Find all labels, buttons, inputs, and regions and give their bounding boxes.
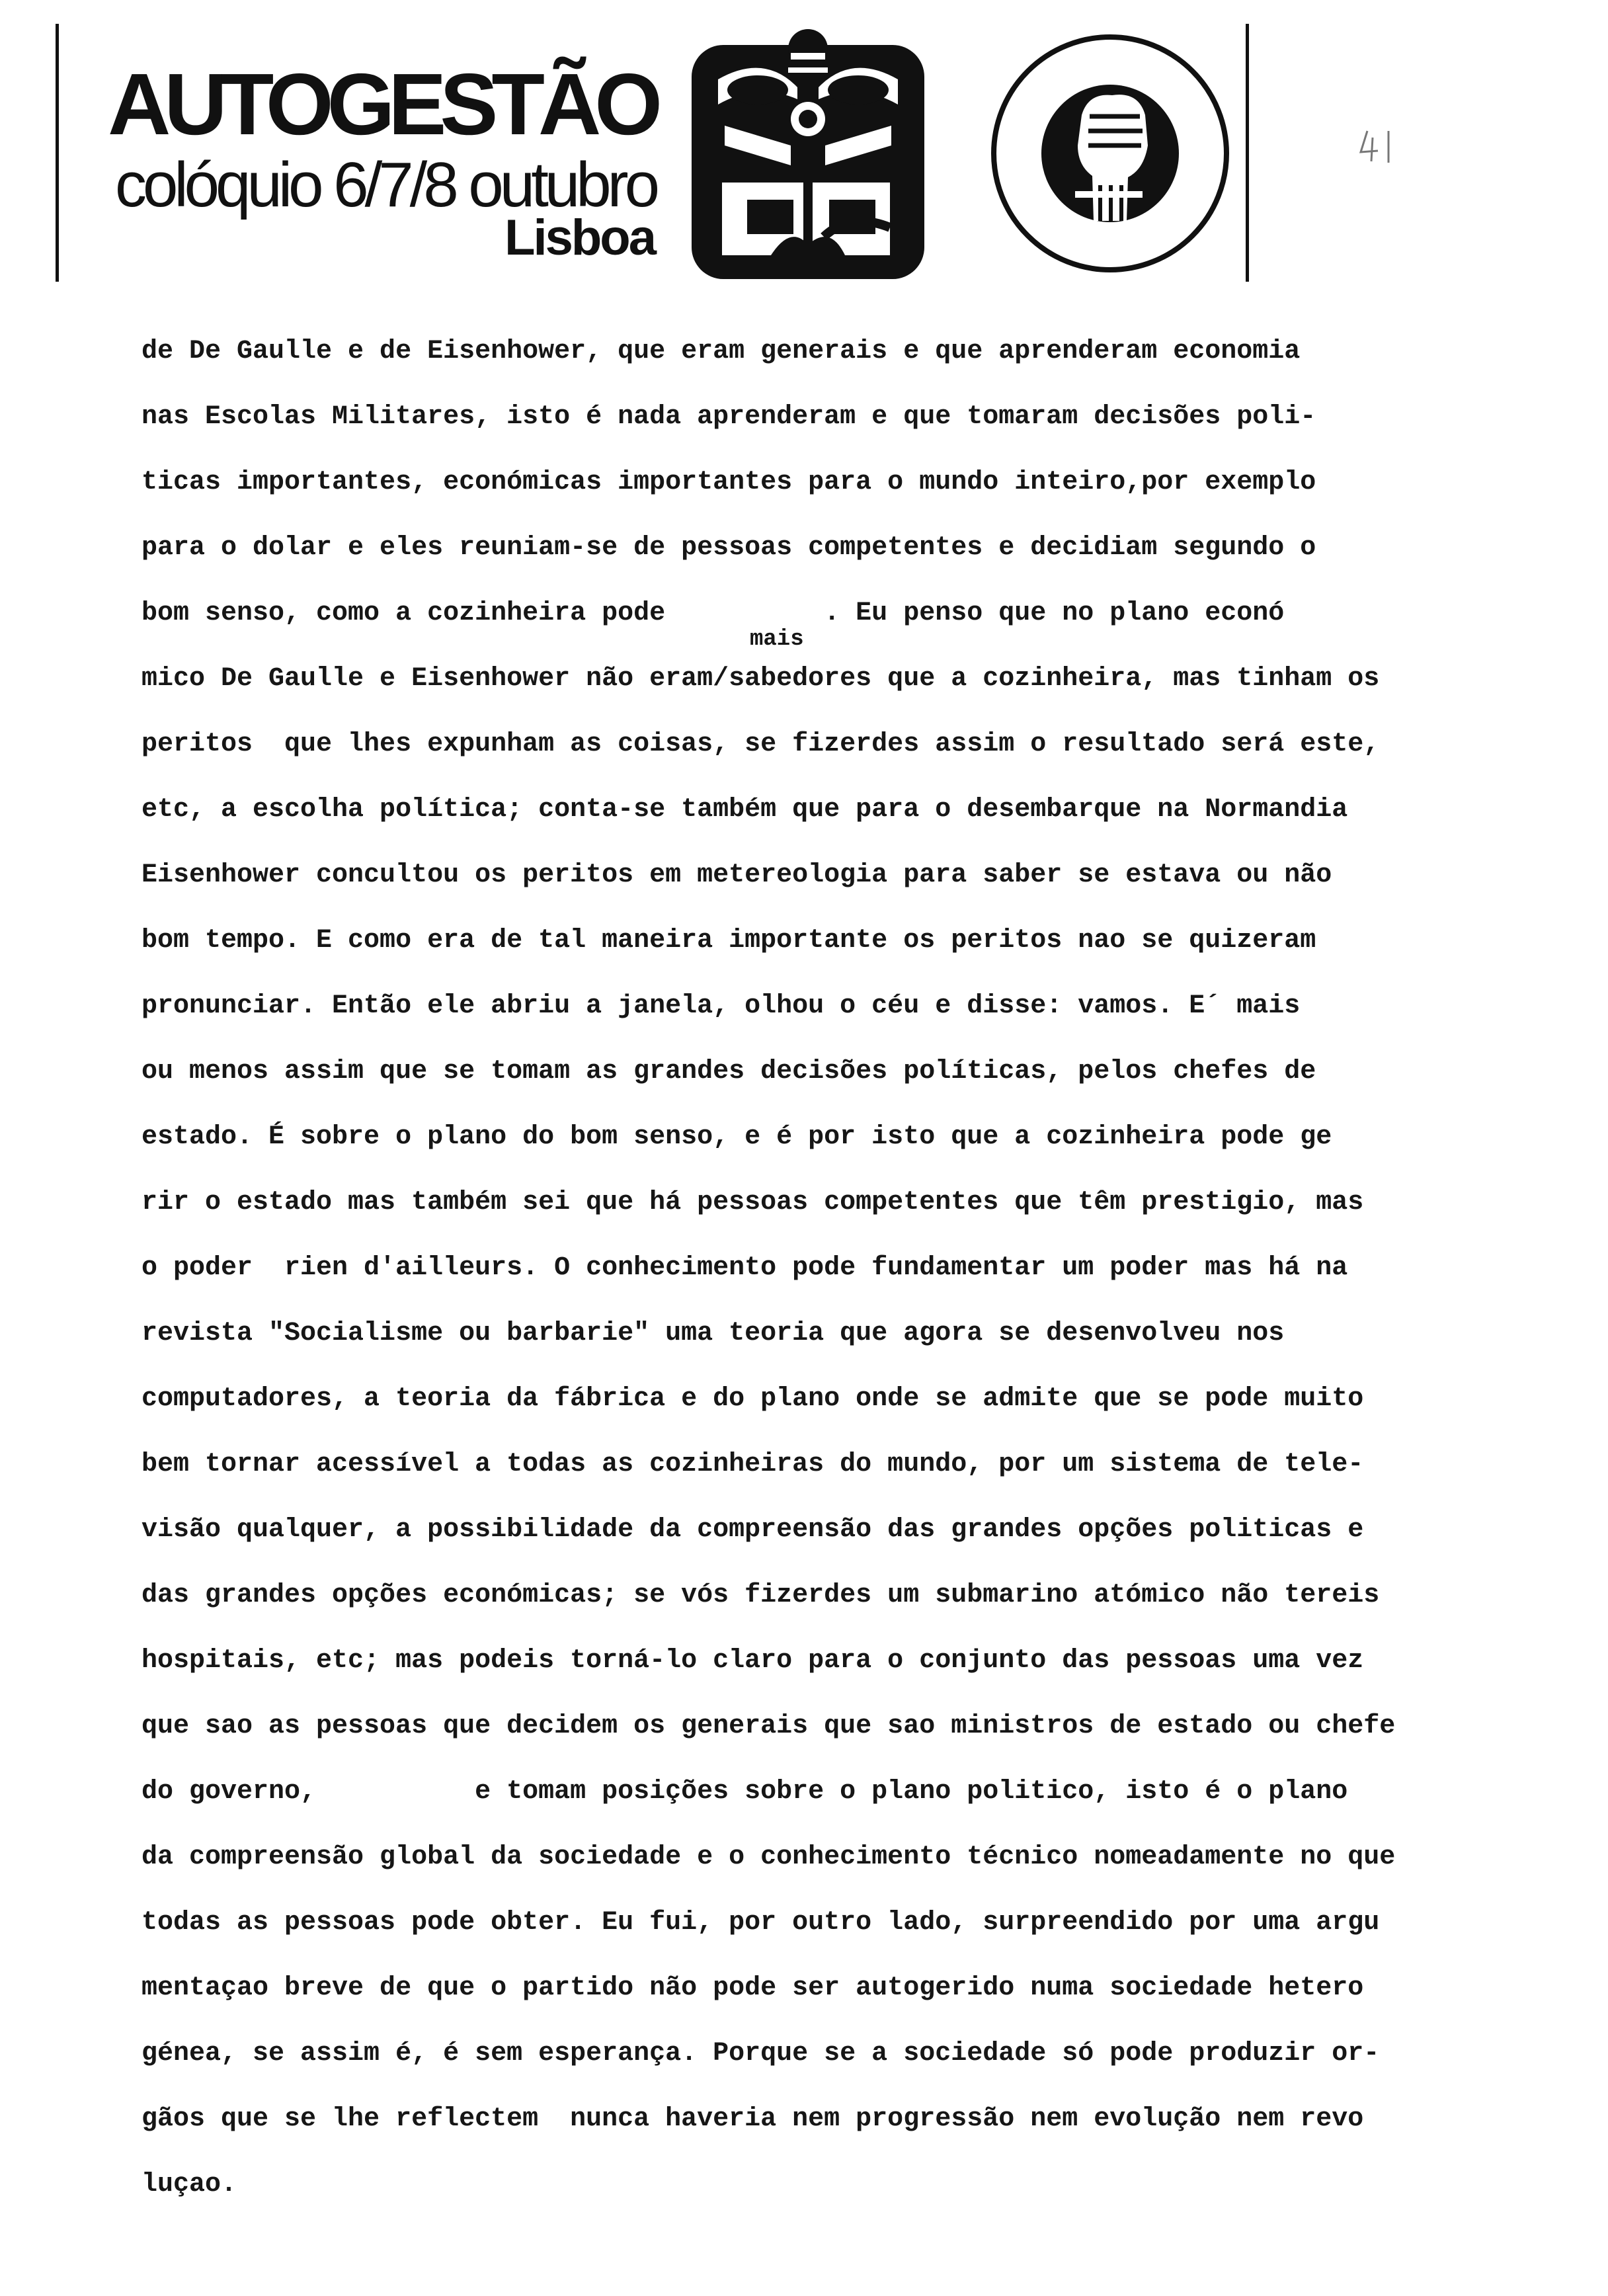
text-line: bem tornar acessível a todas as cozinheiras do mundo, por um sistema de tele- [141,1450,1364,1479]
text-line: pronunciar. Então ele abriu a janela, olhou o céu e disse: vamos. E´ mais [141,991,1301,1021]
text-line: rir o estado mas também sei que há pessoas competentes que têm prestigio, mas [141,1188,1364,1217]
text-line: ticas importantes, económicas importantes para o mundo inteiro,por exemplo [141,468,1316,497]
text-line: Eisenhower concultou os peritos em metereologia para saber se estava ou não [141,860,1332,890]
header-city: Lisboa [504,210,655,266]
text-line: que sao as pessoas que decidem os generais que sao ministros de estado ou chefe [141,1711,1396,1741]
text-line: das grandes opções económicas; se vós fizerdes um submarino atómico não tereis [141,1580,1380,1610]
text-line: mico De Gaulle e Eisenhower não eram/sabedores que a cozinheira, mas tinham os [141,664,1380,694]
text-line: do governo, e tomam posições sobre o plano politico, isto é o plano [141,1777,1348,1807]
header-subtitle: colóquio 6/7/8 outubro [114,149,656,220]
text-line: computadores, a teoria da fábrica e do plano onde se admite que se pode muito [141,1384,1364,1414]
text-line: de De Gaulle e de Eisenhower, que eram generais e que aprenderam economia [141,337,1301,366]
text-line: génea, se assim é, é sem esperança. Porque se a sociedade só pode produzir or- [141,2039,1380,2069]
text-line: peritos que lhes expunham as coisas, se fizerdes assim o resultado será este, [141,729,1380,759]
text-line: luçao. [141,2170,237,2199]
text-line: gãos que se lhe reflectem nunca haveria nem progressão nem evolução nem revo [141,2104,1364,2134]
text-line: estado. É sobre o plano do bom senso, e é por isto que a cozinheira pode ge [141,1122,1332,1152]
text-line: hospitais, etc; mas podeis torná-lo claro para o conjunto das pessoas uma vez [141,1646,1364,1676]
text-line: bom senso, como a cozinheira pode . Eu penso que no plano econó [141,598,1285,628]
left-vertical-rule [56,24,59,282]
page-number [1355,122,1403,169]
text-line: da compreensão global da sociedade e o conhecimento técnico nomeadamente no que [141,1842,1396,1872]
text-line: etc, a escolha política; conta-se também que para o desembarque na Normandia [141,795,1348,825]
autogestao-logo-icon [692,26,924,279]
text-line: o poder rien d'ailleurs. O conhecimento pode fundamentar um poder mas há na [141,1253,1348,1283]
header-title: AUTOGESTÃO [108,56,656,153]
typewritten-body [141,319,1470,2217]
text-line: para o dolar e eles reuniam-se de pessoas competentes e decidiam segundo o [141,533,1316,563]
text-line: nas Escolas Militares, isto é nada aprenderam e que tomaram decisões poli- [141,402,1316,432]
text-line: ou menos assim que se tomam as grandes decisões políticas, pelos chefes de [141,1057,1316,1086]
text-line: bom tempo. E como era de tal maneira importante os peritos nao se quizeram [141,926,1316,956]
right-vertical-rule [1246,24,1249,282]
text-line: revista "Socialisme ou barbarie" uma teoria que agora se desenvolveu nos [141,1319,1285,1348]
text-line: todas as pessoas pode obter. Eu fui, por outro lado, surpreendido por uma argu [141,1908,1380,1938]
partido-socialista-seal [989,29,1231,278]
text-line: visão qualquer, a possibilidade da compreensão das grandes opções politicas e [141,1515,1364,1545]
interlinear-insert: mais [750,627,804,652]
handwritten-page-number-icon [1355,122,1403,169]
raised-fist-icon [989,29,1231,278]
text-line: mentaçao breve de que o partido não pode ser autogerido numa sociedade hetero [141,1973,1364,2003]
